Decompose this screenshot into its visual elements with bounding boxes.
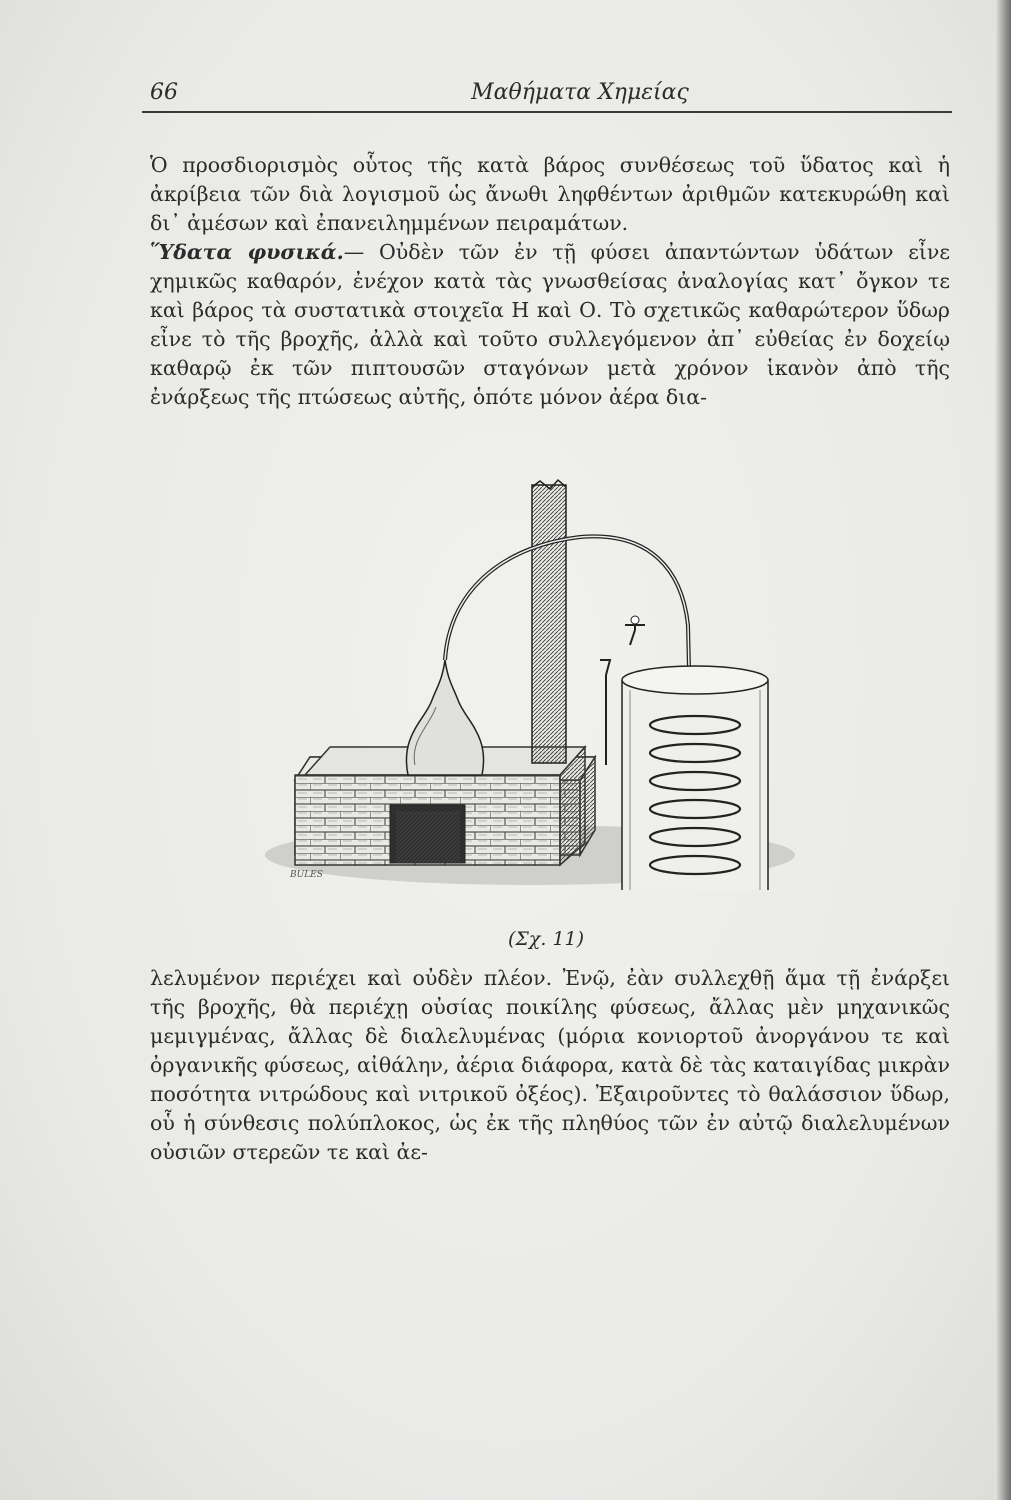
distillation-apparatus-figure <box>250 475 830 890</box>
page-header <box>150 72 950 112</box>
section-heading: Ὕδατα φυσικά. <box>150 240 344 264</box>
funnel-pipe <box>600 660 610 765</box>
still-dome <box>406 660 483 775</box>
chimney <box>532 480 566 763</box>
page-edge-shadow <box>995 0 1011 1500</box>
firebox-door <box>390 805 465 863</box>
figure-caption: (Σχ. 11) <box>508 928 585 950</box>
paragraph-1-body: — Οὐδὲν τῶν ἐν τῇ φύσει ἀπαντώντων ὑδάτων εἶνε χημικῶς καθαρόν, ἐνέχον κατὰ τὰς γνωσθείσας ἀναλογίας κατ᾽ ὄγκον τε καὶ βάρος τὰ συστατικὰ στοιχεῖα Η καὶ Ο. Τὸ σχετικῶς καθαρώτερον ὕδωρ εἶνε τὸ τῆς βροχῆς, ἀλλὰ καὶ τοῦτο συλλεγόμενον ἀπ᾽ εὐθείας ἐν δοχείῳ καθαρῷ ἐκ τῶν πιπτουσῶν σταγόνων μετὰ χρόνον ἱκανὸν ἀπὸ τῆς ἐνάρξεως τῆς πτώσεως αὐτῆς, ὁπότε μόνον ἀέρα δια- <box>150 240 950 409</box>
running-title: Μαθήματα Χημείας <box>471 80 689 105</box>
paragraph-1 <box>150 151 950 412</box>
header-rule <box>142 111 952 113</box>
paragraph-2: λελυμένον περιέχει καὶ οὐδὲν πλέον. Ἐνῷ, ἐὰν συλλεχθῇ ἅμα τῇ ἐνάρξει τῆς βροχῆς, θὰ περιέχῃ οὐσίας ποικίλης φύσεως, ἄλλας μὲν μηχανικῶς μεμιγμένας, ἄλλας δὲ διαλελυμένας (μόρια κονιορτοῦ ἀνοργάνου τε καὶ ὀργανικῆς φύσεως, αἰθάλην, ἀέρια διάφορα, κατὰ δὲ τὰς καταιγίδας μικρὰν ποσότητα νιτρώδους καὶ νιτρικοῦ ὀξέος). Ἐξαιροῦντες τὸ θαλάσσιον ὕδωρ, οὗ ἡ σύνθεσις πολύπλοκος, ὡς ἐκ τῆς πληθύος τῶν ἐν αὐτῷ διαλελυμένων οὐσιῶν στερεῶν τε καὶ ἀε- <box>150 966 950 1164</box>
page-number: 66 <box>150 80 178 105</box>
paragraph-1-intro: Ὁ προσδιορισμὸς οὗτος τῆς κατὰ βάρος συνθέσεως τοῦ ὕδατος καὶ ἡ ἀκρίβεια τῶν διὰ λογισμοῦ ὡς ἄνωθι ληφθέντων ἀριθμῶν κατεκυρώθη καὶ δι᾽ ἀμέσων καὶ ἐπανειλημμένων πειραμάτων. <box>150 153 950 235</box>
water-tap <box>625 616 645 645</box>
engraver-signature: BULES <box>290 870 323 880</box>
